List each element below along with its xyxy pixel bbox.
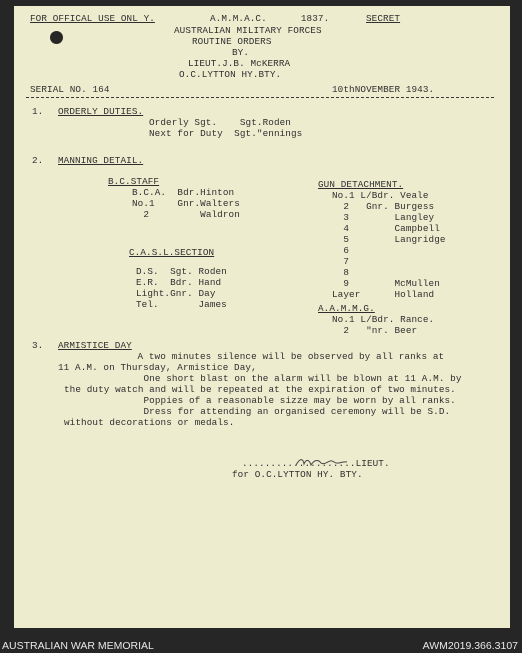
casl-row: Light.Gnr. Day [136, 288, 216, 299]
aamg-heading: A.A.M.M.G. [318, 303, 375, 314]
gun-detachment-row: 4 Campbell [332, 223, 440, 234]
section-2-title: MANNING DETAIL. [58, 155, 144, 166]
gun-detachment-row: 2 Gnr. Burgess [332, 201, 435, 212]
footer-accession-number: AWM2019.366.3107 [422, 640, 518, 652]
casl-row: E.R. Bdr. Hand [136, 277, 222, 288]
signature-line: ....................LIEUT. [242, 458, 390, 469]
aamg-row: No.1 L/Bdr. Rance. [332, 314, 435, 325]
armistice-line: Dress for attending an organised ceremony will be S.D. [64, 406, 451, 417]
serial-number: SERIAL NO. 164 [30, 84, 110, 95]
aamg-row: 2 "nr. Beer [332, 325, 418, 336]
classification-label: SECRET [366, 13, 401, 24]
gun-detachment-row: Layer Holland [332, 289, 435, 300]
armistice-line: 11 A.M. on Thursday, Armistice Day, [58, 362, 257, 373]
bc-staff-row: No.1 Gnr.Walters [132, 198, 240, 209]
section-3-title: ARMISTICE DAY [58, 340, 132, 351]
section-2-number: 2. [32, 155, 44, 166]
armistice-line: One short blast on the alarm will be blown at 11 A.M. by [64, 373, 462, 384]
gun-detachment-row: 9 McMullen [332, 278, 440, 289]
header-line-3: BY. [232, 47, 250, 58]
gun-detachment-row: 8 [332, 267, 350, 278]
header-line-1: AUSTRALIAN MILITARY FORCES [174, 25, 322, 36]
armistice-line: the duty watch and will be repeated at the expiration of two minutes. [64, 384, 456, 395]
bc-staff-row: 2 Waldron [132, 209, 240, 220]
gun-detachment-heading: GUN DETACHMENT. [318, 179, 404, 190]
gun-detachment-row: 7 [332, 256, 350, 267]
next-for-duty-row: Next for Duty Sgt."ennings [149, 128, 303, 139]
section-1-title: ORDERLY DUTIES. [58, 106, 144, 117]
reference-number: A.M.M.A.C. 1837. [210, 13, 330, 24]
gun-detachment-row: 3 Langley [332, 212, 435, 223]
header-line-5: O.C.LYTTON HY.BTY. [179, 69, 282, 80]
punch-hole [50, 31, 63, 44]
section-3-number: 3. [32, 340, 44, 351]
armistice-line: without decorations or medals. [64, 417, 235, 428]
armistice-line: A two minutes silence will be observed by all ranks at [58, 351, 445, 362]
casl-row: D.S. Sgt. Roden [136, 266, 227, 277]
bc-staff-heading: B.C.STAFF [108, 176, 160, 187]
gun-detachment-row: 5 Langridge [332, 234, 446, 245]
bc-staff-row: B.C.A. Bdr.Hinton [132, 187, 235, 198]
section-1-number: 1. [32, 106, 44, 117]
footer-credit: AUSTRALIAN WAR MEMORIAL [2, 640, 154, 652]
document-page [14, 6, 510, 628]
header-divider [26, 97, 494, 98]
header-line-4: LIEUT.J.B. McKERRA [188, 58, 291, 69]
armistice-line: Poppies of a reasonable sizze may be worn by all ranks. [64, 395, 456, 406]
signature-title: for O.C.LYTTON HY. BTY. [232, 469, 363, 480]
casl-row: Tel. James [136, 299, 227, 310]
header-line-2: ROUTINE ORDERS [192, 36, 272, 47]
order-date: 10thNOVEMBER 1943. [332, 84, 435, 95]
gun-detachment-row: 6 [332, 245, 350, 256]
orderly-sgt-row: Orderly Sgt. Sgt.Roden [149, 117, 291, 128]
gun-detachment-row: No.1 L/Bdr. Veale [332, 190, 429, 201]
official-use-label: FOR OFFICAL USE ONL Y. [30, 13, 155, 24]
casl-section-heading: C.A.S.L.SECTION [129, 247, 215, 258]
